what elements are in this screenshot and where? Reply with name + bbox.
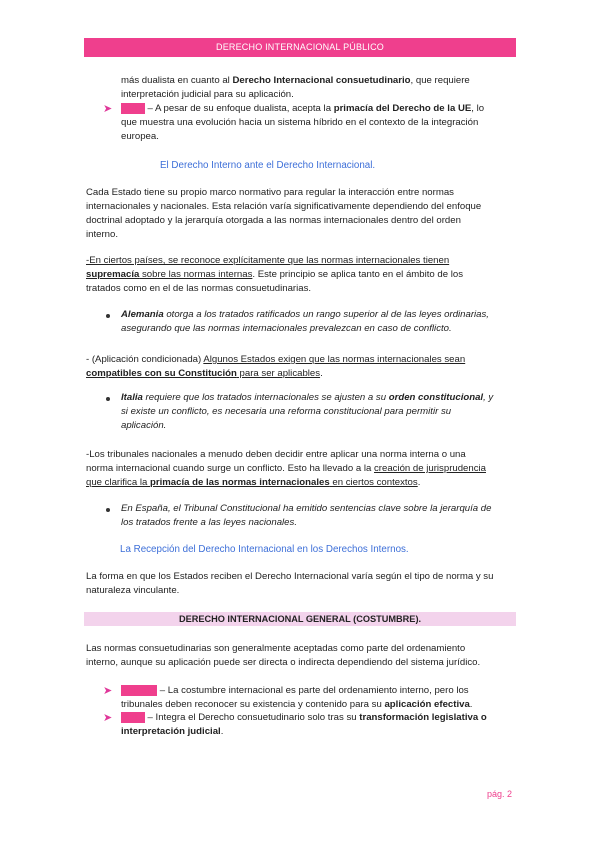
general-section-bar [84, 612, 516, 626]
paragraph-supremacia: -En ciertos países, se reconoce explícitamente que las normas internacionales tienen supremacía sobre las normas internas. Este principio se aplica tanto en el ámbito de los tratados como en el de las normas consuetudinarias. [86, 255, 464, 294]
italia-point-2: Italia – Integra el Derecho consuetudinario solo tras su transformación legislativa o interpretación judicial. [121, 712, 487, 737]
page-header [84, 38, 516, 57]
bullet-italia: Italia requiere que los tratados internacionales se ajusten a su orden constitucional, y si existe un conflicto, es necesaria una reforma constitucional para permitir su aplicación. [121, 392, 494, 431]
paragraph-marco-normativo: Cada Estado tiene su propio marco normativo para regular la interacción entre normas internacionales y nacionales. Esta relación varía significativamente dependiendo del enfoque doctrinal adoptado y la jerarquía otorgada a las normas internacionales dentro del orden interno. [86, 187, 482, 240]
bullet-espana: En España, el Tribunal Constitucional ha emitido sentencias clave sobre la jerarquía de los tratados frente a las leyes nacionales. [121, 503, 492, 528]
bullet-dot-icon [106, 397, 110, 401]
bullet-dot-icon [106, 508, 110, 512]
header-title: DERECHO INTERNACIONAL PÚBLICO [216, 42, 384, 52]
section-title-recepcion: La Recepción del Derecho Internacional en los Derechos Internos. [120, 544, 409, 555]
arrow-bullet-icon: ➤ [103, 103, 113, 115]
bullet-dot-icon [106, 314, 110, 318]
arrow-bullet-icon: ➤ [103, 712, 113, 724]
paragraph-forma-recepcion: La forma en que los Estados reciben el Derecho Internacional varía según el tipo de norma y su naturaleza vinculante. [86, 571, 494, 596]
espana-point: España – La costumbre internacional es parte del ordenamiento interno, pero los tribunales deben reconocer su existencia y contenido para su aplicación efectiva. [121, 685, 473, 710]
highlighted-label: Italia [122, 712, 144, 723]
general-section-title: DERECHO INTERNACIONAL GENERAL (COSTUMBRE). [178, 614, 422, 624]
section-title-interno: El Derecho Interno ante el Derecho Internacional. [160, 160, 376, 171]
page-number: pág. 2 [487, 789, 513, 799]
bullet-alemania: Alemania otorga a los tratados ratificados un rango superior al de las leyes ordinarias, asegurando que las normas internacionales prevalezcan en caso de conflicto. [121, 309, 489, 334]
intro-paragraph: más dualista en cuanto al Derecho Internacional consuetudinario, que requiere interpretación judicial para su aplicación. [121, 75, 470, 100]
paragraph-consuetudinarias: Las normas consuetudinarias son generalmente aceptadas como parte del ordenamiento interno, aunque su aplicación puede ser directa o indirecta dependiendo del sistema jurídico. [86, 643, 481, 668]
paragraph-tribunales: -Los tribunales nacionales a menudo deben decidir entre aplicar una norma interna o una norma internacional cuando surge un conflicto. Esto ha llevado a la creación de jurisprudencia que clarifica la primacía de las normas internacionales en ciertos contextos. [86, 449, 486, 488]
paragraph-aplicacion-condicionada: - (Aplicación condicionada) Algunos Estados exigen que las normas internacionales sean compatibles con su Constitución para ser aplicables. [86, 354, 466, 379]
arrow-bullet-icon: ➤ [103, 685, 113, 697]
highlighted-label: Italia [122, 103, 144, 114]
italia-point: Italia – A pesar de su enfoque dualista, acepta la primacía del Derecho de la UE, lo que muestra una evolución hacia un sistema híbrido en el contexto de la integración europea. [121, 103, 485, 142]
highlighted-label: España [122, 685, 157, 696]
